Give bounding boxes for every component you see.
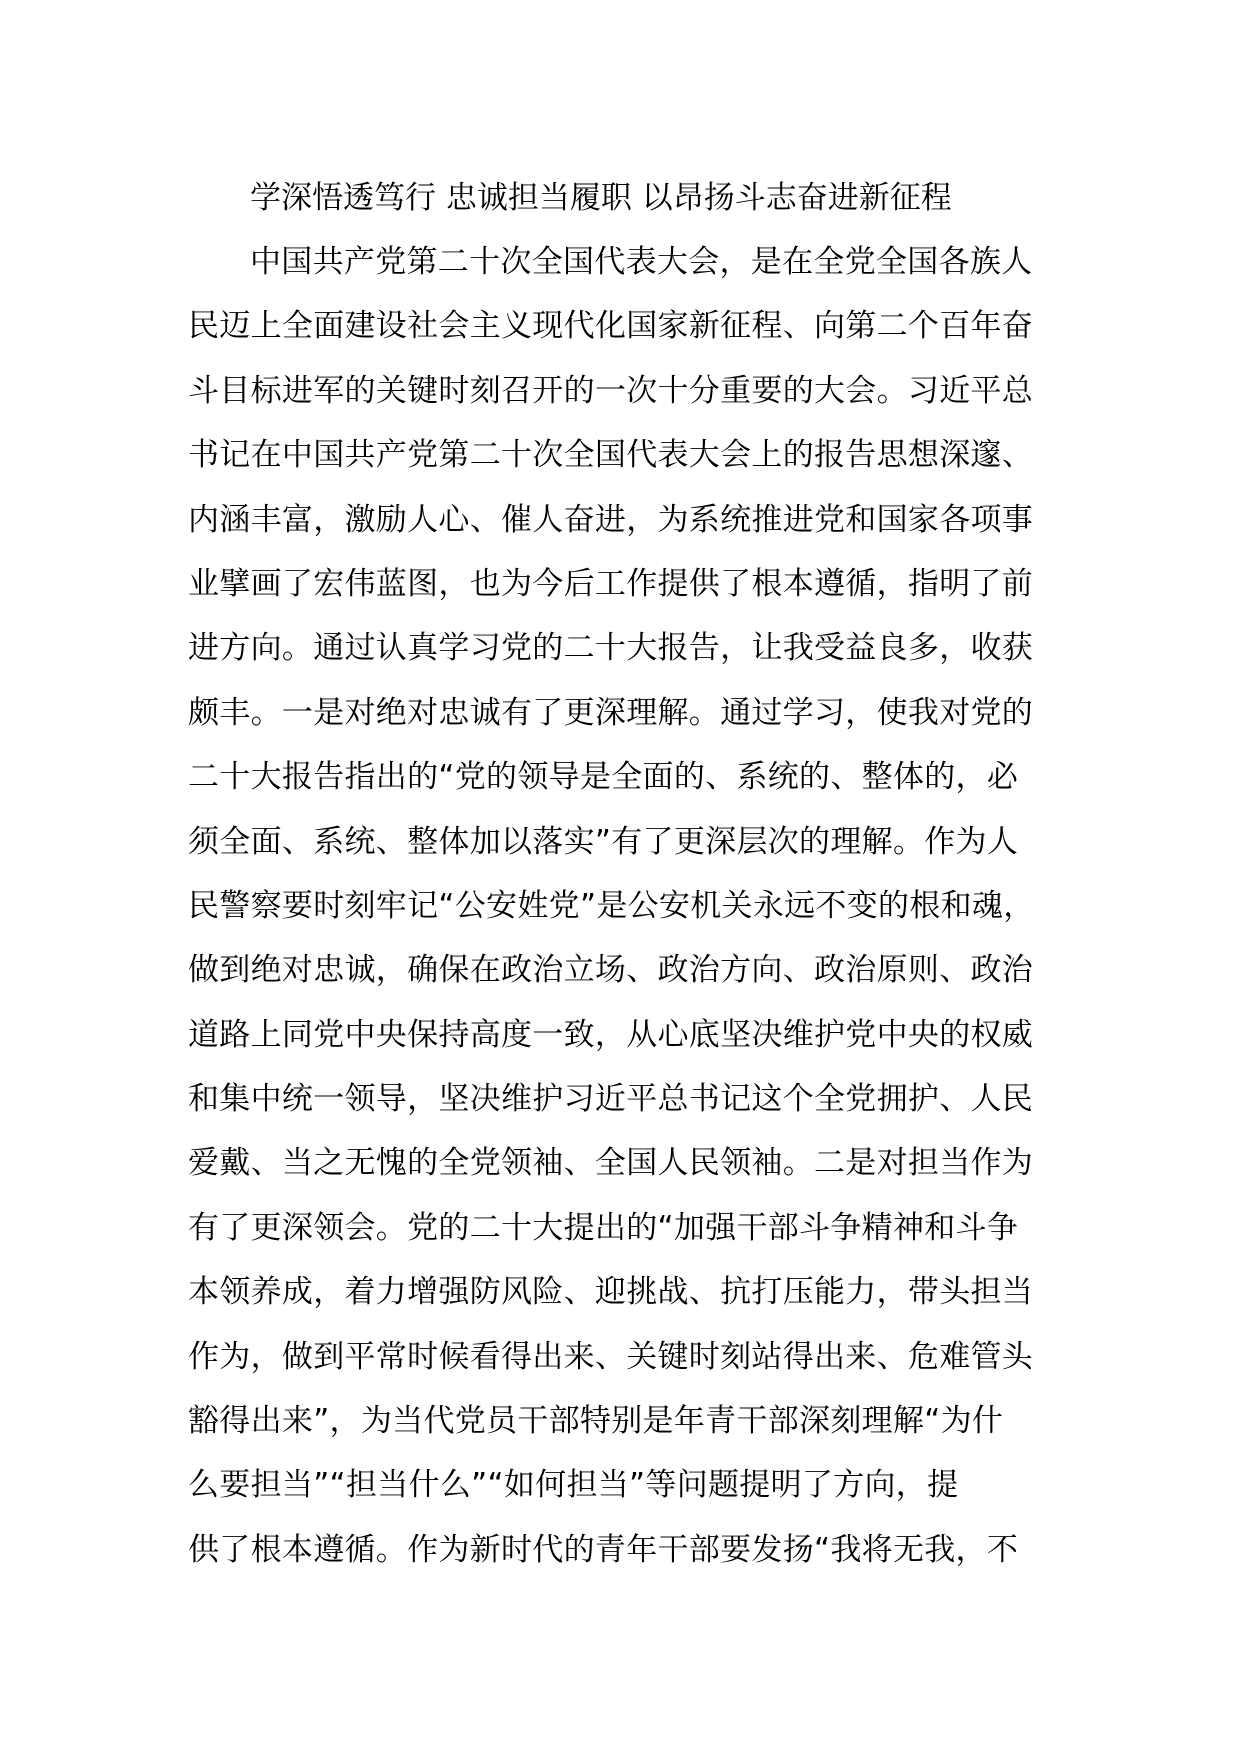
paragraph-line: 么要担当”“担当什么”“如何担当”等问题提明了方向，提 <box>188 1467 959 1504</box>
paragraph-line: 业擘画了宏伟蓝图，也为今后工作提供了根本遵循，指明了前 <box>188 565 1034 602</box>
paragraph-line: 和集中统一领导，坚决维护习近平总书记这个全党拥护、人民 <box>188 1081 1034 1118</box>
paragraph-line: 二十大报告指出的“党的领导是全面的、系统的、整体的，必 <box>188 759 1019 796</box>
paragraph-line: 爱戴、当之无愧的全党领袖、全国人民领袖。二是对担当作为 <box>188 1145 1034 1182</box>
document-body <box>188 242 1088 1594</box>
paragraph-line: 中国共产党第二十次全国代表大会，是在全党全国各族人 <box>250 244 1033 280</box>
paragraph-line: 民警察要时刻牢记“公安姓党”是公安机关永远不变的根和魂， <box>188 887 1035 924</box>
paragraph-line: 本领养成，着力增强防风险、迎挑战、抗打压能力，带头担当 <box>188 1274 1034 1311</box>
paragraph-line: 供了根本遵循。作为新时代的青年干部要发扬“我将无我，不 <box>188 1531 1019 1568</box>
document-title: 学深悟透笃行 忠诚担当履职 以昂扬斗志奋进新征程 <box>250 180 952 216</box>
paragraph-line: 作为，做到平常时候看得出来、关键时刻站得出来、危难管头 <box>188 1338 1034 1375</box>
paragraph-line: 斗目标进军的关键时刻召开的一次十分重要的大会。习近平总 <box>188 372 1034 409</box>
paragraph-line: 内涵丰富，激励人心、催人奋进，为系统推进党和国家各项事 <box>188 501 1034 538</box>
paragraph-line: 做到绝对忠诚，确保在政治立场、政治方向、政治原则、政治 <box>188 952 1034 989</box>
paragraph-line: 颇丰。一是对绝对忠诚有了更深理解。通过学习，使我对党的 <box>188 694 1034 731</box>
paragraph-line: 道路上同党中央保持高度一致，从心底坚决维护党中央的权威 <box>188 1016 1034 1053</box>
paragraph-line: 民迈上全面建设社会主义现代化国家新征程、向第二个百年奋 <box>188 308 1034 345</box>
paragraph-line: 有了更深领会。党的二十大提出的“加强干部斗争精神和斗争 <box>188 1209 1019 1246</box>
paragraph-line: 进方向。通过认真学习党的二十大报告，让我受益良多，收获 <box>188 630 1034 667</box>
paragraph-line: 须全面、系统、整体加以落实”有了更深层次的理解。作为人 <box>188 823 1019 860</box>
paragraph-line: 书记在中国共产党第二十次全国代表大会上的报告思想深邃、 <box>188 437 1034 474</box>
paragraph-line: 豁得出来”，为当代党员干部特别是年青干部深刻理解“为什 <box>188 1403 1004 1440</box>
